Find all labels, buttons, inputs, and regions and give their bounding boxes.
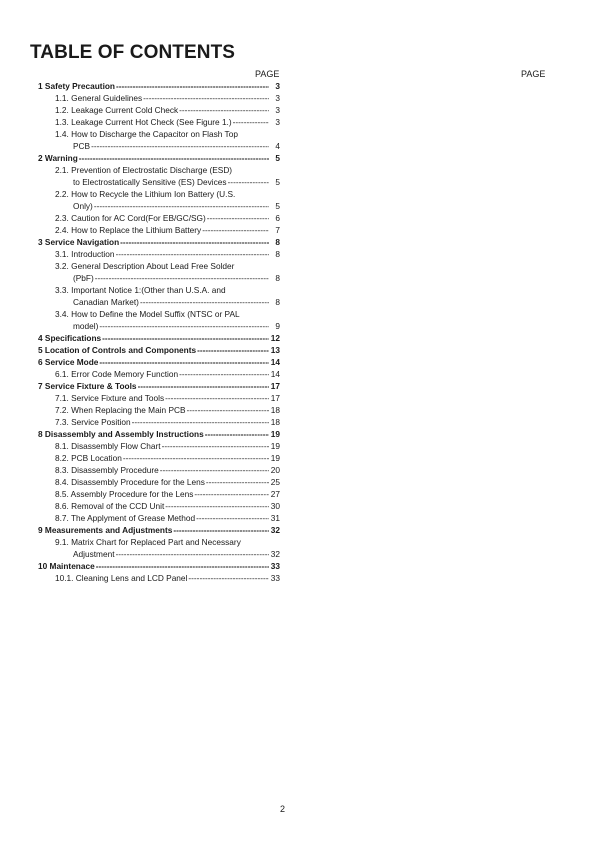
toc-subsection-entry[interactable] bbox=[30, 248, 280, 260]
toc-entry-title: 8.6. Removal of the CCD Unit bbox=[55, 501, 165, 511]
toc-entry-page: 18 bbox=[270, 405, 280, 415]
toc-entry-page: 17 bbox=[270, 381, 280, 391]
toc-entry-page: 5 bbox=[275, 153, 280, 163]
toc-entry-page: 14 bbox=[270, 357, 280, 367]
toc-entry-page: 8 bbox=[275, 297, 280, 307]
toc-entry-title: (PbF) bbox=[73, 273, 94, 283]
dot-leader bbox=[179, 104, 269, 116]
toc-section-entry[interactable] bbox=[30, 80, 280, 92]
toc-entry-page: 7 bbox=[275, 225, 280, 235]
toc-section-entry[interactable] bbox=[30, 380, 280, 392]
toc-subsection-entry[interactable] bbox=[30, 260, 280, 284]
dot-leader bbox=[140, 296, 269, 308]
toc-entry-title: 9.1. Matrix Chart for Replaced Part and Necessary bbox=[55, 537, 241, 547]
toc-entry-page: 8 bbox=[275, 237, 280, 247]
toc-subsection-entry[interactable] bbox=[30, 212, 280, 224]
toc-entry-page: 9 bbox=[275, 321, 280, 331]
dot-leader bbox=[120, 236, 269, 248]
toc-entry-page: 19 bbox=[270, 429, 280, 439]
dot-leader bbox=[162, 440, 269, 452]
toc-entry-title: 7.3. Service Position bbox=[55, 417, 131, 427]
toc-subsection-entry[interactable] bbox=[30, 164, 280, 188]
toc-entry-page: 27 bbox=[270, 489, 280, 499]
toc-entry-page: 3 bbox=[275, 105, 280, 115]
toc-section-entry[interactable] bbox=[30, 560, 280, 572]
toc-entry-title: model) bbox=[73, 321, 99, 331]
toc-entry-title: 7.1. Service Fixture and Tools bbox=[55, 393, 165, 403]
toc-subsection-entry[interactable] bbox=[30, 440, 280, 452]
toc-entry-title: 8.2. PCB Location bbox=[55, 453, 122, 463]
toc-entry-page: 13 bbox=[270, 345, 280, 355]
toc-entry-title: 10 Maintenace bbox=[38, 561, 95, 571]
toc-entry-title: 3.2. General Description About Lead Free Solder bbox=[55, 261, 235, 271]
toc-entry-title: 9 Measurements and Adjustments bbox=[38, 525, 173, 535]
page-column-header-left: PAGE bbox=[255, 69, 280, 79]
toc-subsection-entry[interactable] bbox=[30, 512, 280, 524]
toc-entry-page: 5 bbox=[275, 177, 280, 187]
dot-leader bbox=[202, 224, 269, 236]
toc-entry-title: Adjustment bbox=[73, 549, 115, 559]
toc-entry-page: 12 bbox=[270, 333, 280, 343]
dot-leader bbox=[197, 344, 269, 356]
toc-entry-page: 8 bbox=[275, 273, 280, 283]
dot-leader bbox=[194, 488, 269, 500]
toc-entry-title: 5 Location of Controls and Components bbox=[38, 345, 197, 355]
toc-entry-page: 30 bbox=[270, 501, 280, 511]
toc-entry-page: 33 bbox=[270, 573, 280, 583]
toc-entry-title: 8.7. The Applyment of Grease Method bbox=[55, 513, 196, 523]
toc-entry-title: PCB bbox=[73, 141, 91, 151]
dot-leader bbox=[99, 320, 269, 332]
toc-entry-page: 3 bbox=[275, 81, 280, 91]
toc-subsection-entry[interactable] bbox=[30, 416, 280, 428]
toc-entry-page: 33 bbox=[270, 561, 280, 571]
dot-leader bbox=[91, 140, 269, 152]
toc-entry-page: 3 bbox=[275, 93, 280, 103]
toc-entry-page: 32 bbox=[270, 525, 280, 535]
dot-leader bbox=[96, 560, 269, 572]
toc-entry-page: 8 bbox=[275, 249, 280, 259]
toc-entry-page: 18 bbox=[270, 417, 280, 427]
toc-entry-title: 2.1. Prevention of Electrostatic Discharge (ESD) bbox=[55, 165, 233, 175]
dot-leader bbox=[94, 200, 269, 212]
toc-entry-title: 8.4. Disassembly Procedure for the Lens bbox=[55, 477, 205, 487]
toc-entry-title: Only) bbox=[73, 201, 93, 211]
toc-subsection-entry[interactable] bbox=[30, 572, 280, 584]
toc-subsection-entry[interactable] bbox=[30, 404, 280, 416]
dot-leader bbox=[79, 152, 269, 164]
dot-leader bbox=[99, 356, 269, 368]
toc-entry-title: 2.3. Caution for AC Cord(For EB/GC/SG) bbox=[55, 213, 206, 223]
toc-section-entry[interactable] bbox=[30, 428, 280, 440]
toc-entry-title: 1 Safety Precaution bbox=[38, 81, 116, 91]
dot-leader bbox=[116, 548, 269, 560]
table-of-contents bbox=[30, 80, 280, 584]
toc-entry-page: 19 bbox=[270, 441, 280, 451]
toc-entry-title: 2.4. How to Replace the Lithium Battery bbox=[55, 225, 202, 235]
dot-leader bbox=[207, 212, 269, 224]
toc-entry-title: 3.4. How to Define the Model Suffix (NTSC or PAL bbox=[55, 309, 240, 319]
dot-leader bbox=[138, 380, 269, 392]
toc-subsection-entry[interactable] bbox=[30, 188, 280, 212]
toc-entry-title: 8.1. Disassembly Flow Chart bbox=[55, 441, 161, 451]
toc-subsection-entry[interactable] bbox=[30, 116, 280, 128]
toc-subsection-entry[interactable] bbox=[30, 308, 280, 332]
toc-entry-page: 17 bbox=[270, 393, 280, 403]
toc-subsection-entry[interactable] bbox=[30, 476, 280, 488]
toc-entry-page: 6 bbox=[275, 213, 280, 223]
toc-entry-title: to Electrostatically Sensitive (ES) Devices bbox=[73, 177, 227, 187]
dot-leader bbox=[165, 500, 269, 512]
toc-entry-title: 4 Specifications bbox=[38, 333, 102, 343]
toc-entry-title: 1.1. General Guidelines bbox=[55, 93, 143, 103]
toc-section-entry[interactable] bbox=[30, 356, 280, 368]
toc-subsection-entry[interactable] bbox=[30, 128, 280, 152]
toc-entry-page: 3 bbox=[275, 117, 280, 127]
toc-subsection-entry[interactable] bbox=[30, 92, 280, 104]
dot-leader bbox=[187, 404, 269, 416]
toc-entry-title: 7.2. When Replacing the Main PCB bbox=[55, 405, 186, 415]
dot-leader bbox=[188, 572, 269, 584]
toc-entry-title: 8.5. Assembly Procedure for the Lens bbox=[55, 489, 194, 499]
dot-leader bbox=[102, 332, 269, 344]
toc-subsection-entry[interactable] bbox=[30, 392, 280, 404]
toc-entry-title: 8.3. Disassembly Procedure bbox=[55, 465, 159, 475]
toc-section-entry[interactable] bbox=[30, 152, 280, 164]
toc-entry-page: 14 bbox=[270, 369, 280, 379]
dot-leader bbox=[143, 92, 269, 104]
toc-subsection-entry[interactable] bbox=[30, 464, 280, 476]
dot-leader bbox=[165, 392, 269, 404]
dot-leader bbox=[173, 524, 269, 536]
dot-leader bbox=[123, 452, 269, 464]
toc-subsection-entry[interactable] bbox=[30, 284, 280, 308]
toc-subsection-entry[interactable] bbox=[30, 104, 280, 116]
toc-entry-title: 2.2. How to Recycle the Lithium Ion Battery (U.S. bbox=[55, 189, 236, 199]
toc-entry-title: Canadian Market) bbox=[73, 297, 139, 307]
toc-entry-page: 19 bbox=[270, 453, 280, 463]
toc-section-entry[interactable] bbox=[30, 332, 280, 344]
dot-leader bbox=[196, 512, 269, 524]
toc-entry-title: 2 Warning bbox=[38, 153, 78, 163]
toc-section-entry[interactable] bbox=[30, 524, 280, 536]
toc-entry-page: 4 bbox=[275, 141, 280, 151]
dot-leader bbox=[132, 416, 269, 428]
dot-leader bbox=[206, 476, 269, 488]
dot-leader bbox=[228, 176, 269, 188]
toc-entry-title: 1.4. How to Discharge the Capacitor on Flash Top bbox=[55, 129, 238, 139]
dot-leader bbox=[116, 80, 269, 92]
dot-leader bbox=[179, 368, 269, 380]
toc-entry-title: 3 Service Navigation bbox=[38, 237, 120, 247]
page-number: 2 bbox=[280, 804, 286, 814]
toc-entry-page: 20 bbox=[270, 465, 280, 475]
toc-section-entry[interactable] bbox=[30, 236, 280, 248]
toc-entry-title: 1.2. Leakage Current Cold Check bbox=[55, 105, 179, 115]
toc-entry-title: 3.1. Introduction bbox=[55, 249, 115, 259]
toc-entry-page: 31 bbox=[270, 513, 280, 523]
page-title: TABLE OF CONTENTS bbox=[30, 42, 236, 63]
page-column-header-right: PAGE bbox=[521, 69, 546, 79]
toc-entry-title: 1.3. Leakage Current Hot Check (See Figure 1.) bbox=[55, 117, 232, 127]
dot-leader bbox=[205, 428, 269, 440]
toc-subsection-entry[interactable] bbox=[30, 368, 280, 380]
toc-entry-page: 5 bbox=[275, 201, 280, 211]
toc-entry-title: 7 Service Fixture & Tools bbox=[38, 381, 137, 391]
toc-subsection-entry[interactable] bbox=[30, 452, 280, 464]
toc-entry-title: 6.1. Error Code Memory Function bbox=[55, 369, 179, 379]
dot-leader bbox=[116, 248, 269, 260]
toc-section-entry[interactable] bbox=[30, 344, 280, 356]
toc-subsection-entry[interactable] bbox=[30, 536, 280, 560]
dot-leader bbox=[95, 272, 269, 284]
toc-entry-title: 10.1. Cleaning Lens and LCD Panel bbox=[55, 573, 188, 583]
toc-entry-page: 25 bbox=[270, 477, 280, 487]
toc-subsection-entry[interactable] bbox=[30, 224, 280, 236]
toc-entry-title: 6 Service Mode bbox=[38, 357, 99, 367]
dot-leader bbox=[160, 464, 269, 476]
toc-subsection-entry[interactable] bbox=[30, 500, 280, 512]
dot-leader bbox=[233, 116, 269, 128]
toc-entry-title: 3.3. Important Notice 1:(Other than U.S.A. and bbox=[55, 285, 226, 295]
toc-entry-page: 32 bbox=[270, 549, 280, 559]
toc-entry-title: 8 Disassembly and Assembly Instructions bbox=[38, 429, 204, 439]
toc-subsection-entry[interactable] bbox=[30, 488, 280, 500]
